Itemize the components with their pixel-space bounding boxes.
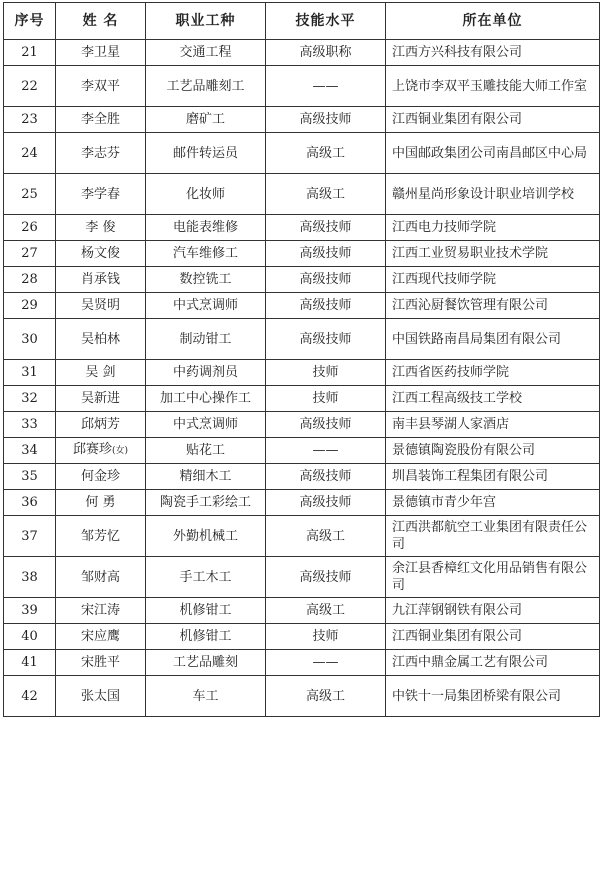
cell-unit: 江西铜业集团有限公司 [386, 624, 600, 650]
cell-level: 高级职称 [266, 40, 386, 66]
cell-trade: 邮件转运员 [146, 133, 266, 174]
cell-seq: 42 [4, 676, 56, 717]
cell-seq: 26 [4, 215, 56, 241]
cell-level: 高级技师 [266, 293, 386, 319]
cell-trade: 电能表维修 [146, 215, 266, 241]
cell-unit: 中国铁路南昌局集团有限公司 [386, 319, 600, 360]
cell-trade: 汽车维修工 [146, 241, 266, 267]
cell-level: 高级技师 [266, 107, 386, 133]
table-row [4, 490, 600, 516]
cell-trade: 工艺品雕刻工 [146, 66, 266, 107]
cell-level: 高级技师 [266, 412, 386, 438]
cell-level: 高级技师 [266, 464, 386, 490]
cell-name: 李全胜 [56, 107, 146, 133]
cell-name: 李志芬 [56, 133, 146, 174]
cell-level: 高级技师 [266, 267, 386, 293]
cell-level: 高级技师 [266, 215, 386, 241]
cell-name [56, 438, 146, 464]
cell-seq: 36 [4, 490, 56, 516]
cell-unit: 江西省医药技师学院 [386, 360, 600, 386]
cell-name: 张太国 [56, 676, 146, 717]
cell-level: 高级技师 [266, 319, 386, 360]
cell-trade: 陶瓷手工彩绘工 [146, 490, 266, 516]
cell-trade: 机修钳工 [146, 598, 266, 624]
table-row [4, 598, 600, 624]
cell-trade: 车工 [146, 676, 266, 717]
cell-name-note: (女) [111, 446, 129, 456]
cell-trade: 手工木工 [146, 557, 266, 598]
cell-unit: 江西洪都航空工业集团有限责任公司 [386, 516, 600, 557]
cell-unit: 九江萍钢钢铁有限公司 [386, 598, 600, 624]
table-row [4, 107, 600, 133]
table-row [4, 360, 600, 386]
cell-name: 吴 剑 [56, 360, 146, 386]
table-row [4, 241, 600, 267]
cell-seq: 38 [4, 557, 56, 598]
cell-trade: 加工中心操作工 [146, 386, 266, 412]
cell-unit: 中铁十一局集团桥梁有限公司 [386, 676, 600, 717]
header-name: 姓 名 [56, 3, 146, 40]
cell-unit: 景德镇市青少年宫 [386, 490, 600, 516]
cell-seq: 24 [4, 133, 56, 174]
cell-unit: 南丰县琴湖人家酒店 [386, 412, 600, 438]
cell-seq: 23 [4, 107, 56, 133]
cell-seq: 33 [4, 412, 56, 438]
cell-trade: 贴花工 [146, 438, 266, 464]
cell-unit: 中国邮政集团公司南昌邮区中心局 [386, 133, 600, 174]
cell-level: —— [266, 650, 386, 676]
table-row [4, 676, 600, 717]
cell-seq: 31 [4, 360, 56, 386]
cell-level: 高级工 [266, 133, 386, 174]
cell-seq: 35 [4, 464, 56, 490]
cell-unit: 余江县香樟红文化用品销售有限公司 [386, 557, 600, 598]
header-unit: 所在单位 [386, 3, 600, 40]
cell-level: 高级技师 [266, 557, 386, 598]
table-row [4, 319, 600, 360]
cell-seq: 37 [4, 516, 56, 557]
roster-table-container [3, 2, 599, 717]
table-row [4, 215, 600, 241]
table-row [4, 438, 600, 464]
cell-trade: 外勤机械工 [146, 516, 266, 557]
cell-seq: 40 [4, 624, 56, 650]
cell-seq: 27 [4, 241, 56, 267]
cell-unit: 江西工业贸易职业技术学院 [386, 241, 600, 267]
cell-name-text: 邱赛珍 [72, 442, 112, 457]
cell-seq: 41 [4, 650, 56, 676]
header-trade: 职业工种 [146, 3, 266, 40]
cell-name: 吴柏林 [56, 319, 146, 360]
header-row [4, 3, 600, 40]
cell-level: 技师 [266, 624, 386, 650]
cell-name: 杨文俊 [56, 241, 146, 267]
cell-name: 肖承钱 [56, 267, 146, 293]
table-row [4, 386, 600, 412]
cell-name: 吴新进 [56, 386, 146, 412]
cell-level: 高级工 [266, 174, 386, 215]
cell-trade: 中式烹调师 [146, 412, 266, 438]
cell-name: 何金珍 [56, 464, 146, 490]
cell-level: 高级技师 [266, 241, 386, 267]
table-row [4, 293, 600, 319]
table-row [4, 557, 600, 598]
table-row [4, 267, 600, 293]
table-row [4, 174, 600, 215]
cell-name: 邹财高 [56, 557, 146, 598]
table-row [4, 650, 600, 676]
cell-level: 技师 [266, 360, 386, 386]
table-row [4, 66, 600, 107]
cell-trade: 制动钳工 [146, 319, 266, 360]
table-row [4, 412, 600, 438]
cell-name: 李双平 [56, 66, 146, 107]
table-row [4, 464, 600, 490]
cell-unit: 江西工程高级技工学校 [386, 386, 600, 412]
header-seq: 序号 [4, 3, 56, 40]
cell-trade: 数控铣工 [146, 267, 266, 293]
cell-unit: 圳昌装饰工程集团有限公司 [386, 464, 600, 490]
cell-seq: 28 [4, 267, 56, 293]
cell-name: 邹芳忆 [56, 516, 146, 557]
cell-seq: 25 [4, 174, 56, 215]
cell-unit: 江西现代技师学院 [386, 267, 600, 293]
cell-level: 高级技师 [266, 490, 386, 516]
cell-unit: 江西沁厨餐饮管理有限公司 [386, 293, 600, 319]
cell-unit: 景德镇陶瓷股份有限公司 [386, 438, 600, 464]
table-row [4, 624, 600, 650]
cell-level: 高级工 [266, 598, 386, 624]
table-row [4, 40, 600, 66]
table-row [4, 516, 600, 557]
cell-name: 李学春 [56, 174, 146, 215]
cell-unit: 江西中鼎金属工艺有限公司 [386, 650, 600, 676]
cell-trade: 磨矿工 [146, 107, 266, 133]
cell-level: —— [266, 438, 386, 464]
cell-seq: 34 [4, 438, 56, 464]
cell-name: 宋应鹰 [56, 624, 146, 650]
cell-seq: 39 [4, 598, 56, 624]
cell-unit: 江西电力技师学院 [386, 215, 600, 241]
cell-trade: 中式烹调师 [146, 293, 266, 319]
cell-seq: 21 [4, 40, 56, 66]
cell-name: 吴贤明 [56, 293, 146, 319]
cell-trade: 交通工程 [146, 40, 266, 66]
cell-name: 李卫星 [56, 40, 146, 66]
cell-unit: 赣州星尚形象设计职业培训学校 [386, 174, 600, 215]
cell-seq: 29 [4, 293, 56, 319]
cell-trade: 精细木工 [146, 464, 266, 490]
cell-seq: 32 [4, 386, 56, 412]
cell-level: 高级工 [266, 676, 386, 717]
table-row [4, 133, 600, 174]
cell-name: 邱炳芳 [56, 412, 146, 438]
cell-level: 高级工 [266, 516, 386, 557]
cell-trade: 化妆师 [146, 174, 266, 215]
cell-trade: 中药调剂员 [146, 360, 266, 386]
cell-unit: 江西铜业集团有限公司 [386, 107, 600, 133]
cell-name: 宋江涛 [56, 598, 146, 624]
cell-seq: 30 [4, 319, 56, 360]
cell-name: 李 俊 [56, 215, 146, 241]
cell-name: 宋胜平 [56, 650, 146, 676]
cell-trade: 机修钳工 [146, 624, 266, 650]
cell-unit: 江西方兴科技有限公司 [386, 40, 600, 66]
cell-unit: 上饶市李双平玉雕技能大师工作室 [386, 66, 600, 107]
header-level: 技能水平 [266, 3, 386, 40]
cell-seq: 22 [4, 66, 56, 107]
cell-level: —— [266, 66, 386, 107]
cell-trade: 工艺品雕刻 [146, 650, 266, 676]
roster-table [3, 2, 600, 717]
cell-name: 何 勇 [56, 490, 146, 516]
cell-level: 技师 [266, 386, 386, 412]
